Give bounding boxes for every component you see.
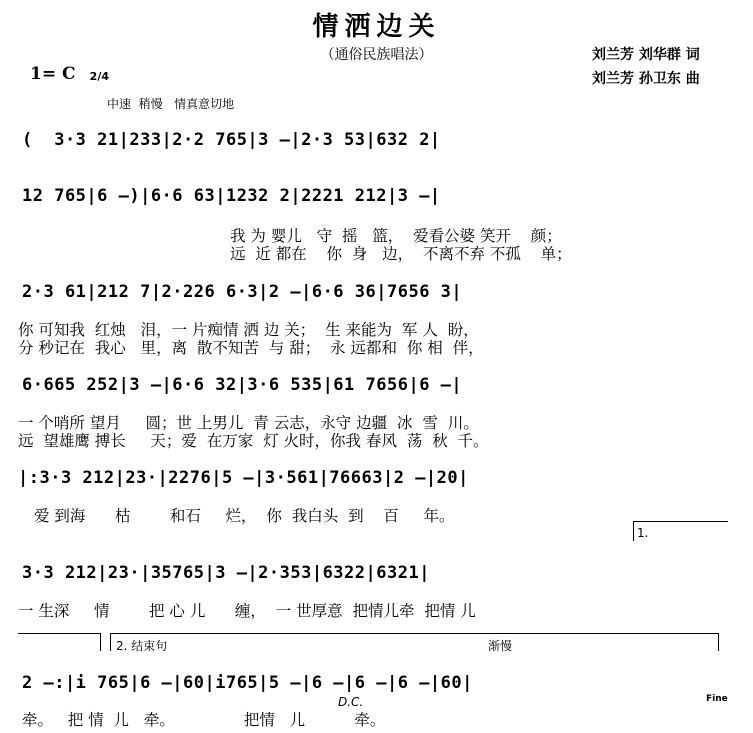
time-signature-value: 2/4: [89, 70, 109, 83]
lyric-row-2-verse-1: 我 为 婴儿 守 摇 篮， 爱看公婆 笑开 颜；: [230, 227, 562, 245]
song-subtitle: （通俗民族唱法）: [320, 47, 433, 63]
tempo-marking: 中速 稍慢 情真意切地: [107, 97, 235, 111]
volta-2-bracket-side: [110, 633, 111, 651]
volta-2-bracket-end: [718, 633, 719, 651]
lyric-row-2-verse-2: 远 近 都在 你 身 边， 不离不弃 不孤 单；: [230, 245, 572, 263]
score-row-1: ( 3·3 21|233|2·2 765|3 —|2·3 53|632 2|: [22, 130, 441, 150]
score-row-2: 12 765|6 —)|6·6 63|1232 2|2221 212|3 —|: [22, 186, 441, 206]
fine-marking: Fine: [706, 694, 728, 704]
lyric-row-4-verse-1: 一 个哨所 望月 圆；世 上男儿 青 云志，永守 边疆 冰 雪 川。: [18, 414, 479, 432]
lyricist-credit: 刘兰芳 刘华群 词: [592, 47, 700, 63]
lyric-row-3-verse-2: 分 秒记在 我心 里，离 散不知苦 与 甜； 永 远都和 你 相 伴，: [18, 339, 484, 357]
key-signature: 1= C: [30, 64, 76, 84]
score-row-4: 6·665 252|3 —|6·6 32|3·6 535|61 7656|6 —|: [22, 375, 463, 395]
song-title: 情洒边关: [312, 12, 441, 42]
lyric-row-4-verse-2: 远 望雄鹰 搏长 天；爱 在万家 灯 火时，你我 春风 荡 秋 千。: [18, 432, 489, 450]
dc-marking: D.C.: [338, 695, 364, 709]
score-row-5: |:3·3 212|23·|2276|5 —|3·561|76663|2 —|20|: [18, 468, 469, 488]
volta-2-label: 2. 结束句: [116, 639, 168, 653]
lyric-row-7: 牵。 把 情 儿 牵。 把情 儿 牵。: [22, 711, 386, 729]
volta-1-end-tick: [100, 633, 101, 651]
volta-1-label: 1.: [637, 526, 649, 540]
composer-credit: 刘兰芳 孙卫东 曲: [592, 71, 700, 87]
lyric-row-5: 爱 到海 枯 和石 烂， 你 我白头 到 百 年。: [34, 507, 455, 525]
score-row-3: 2·3 61|212 7|2·226 6·3|2 —|6·6 36|7656 3|: [22, 282, 463, 302]
score-row-6: 3·3 212|23·|35765|3 —|2·353|6322|6321|: [22, 563, 430, 583]
volta-1-bracket-side: [633, 521, 634, 541]
time-signature: [82, 60, 109, 82]
score-row-7: 2 —:|i 765|6 —|60|i765|5 —|6 —|6 —|6 —|60|: [22, 673, 473, 693]
volta-1-bracket-top: [633, 521, 728, 522]
lyric-row-6: 一 生深 情 把 心 儿 缠， 一 世厚意 把情儿牵 把情 儿: [18, 602, 476, 620]
volta-1-continuation: [18, 633, 100, 634]
volta-2-bracket-top: [110, 633, 718, 634]
ritardando-marking: 渐慢: [488, 639, 513, 653]
lyric-row-3-verse-1: 你 可知我 红烛 泪，一 片痴情 洒 边 关； 生 来能为 军 人 盼，: [18, 321, 479, 339]
